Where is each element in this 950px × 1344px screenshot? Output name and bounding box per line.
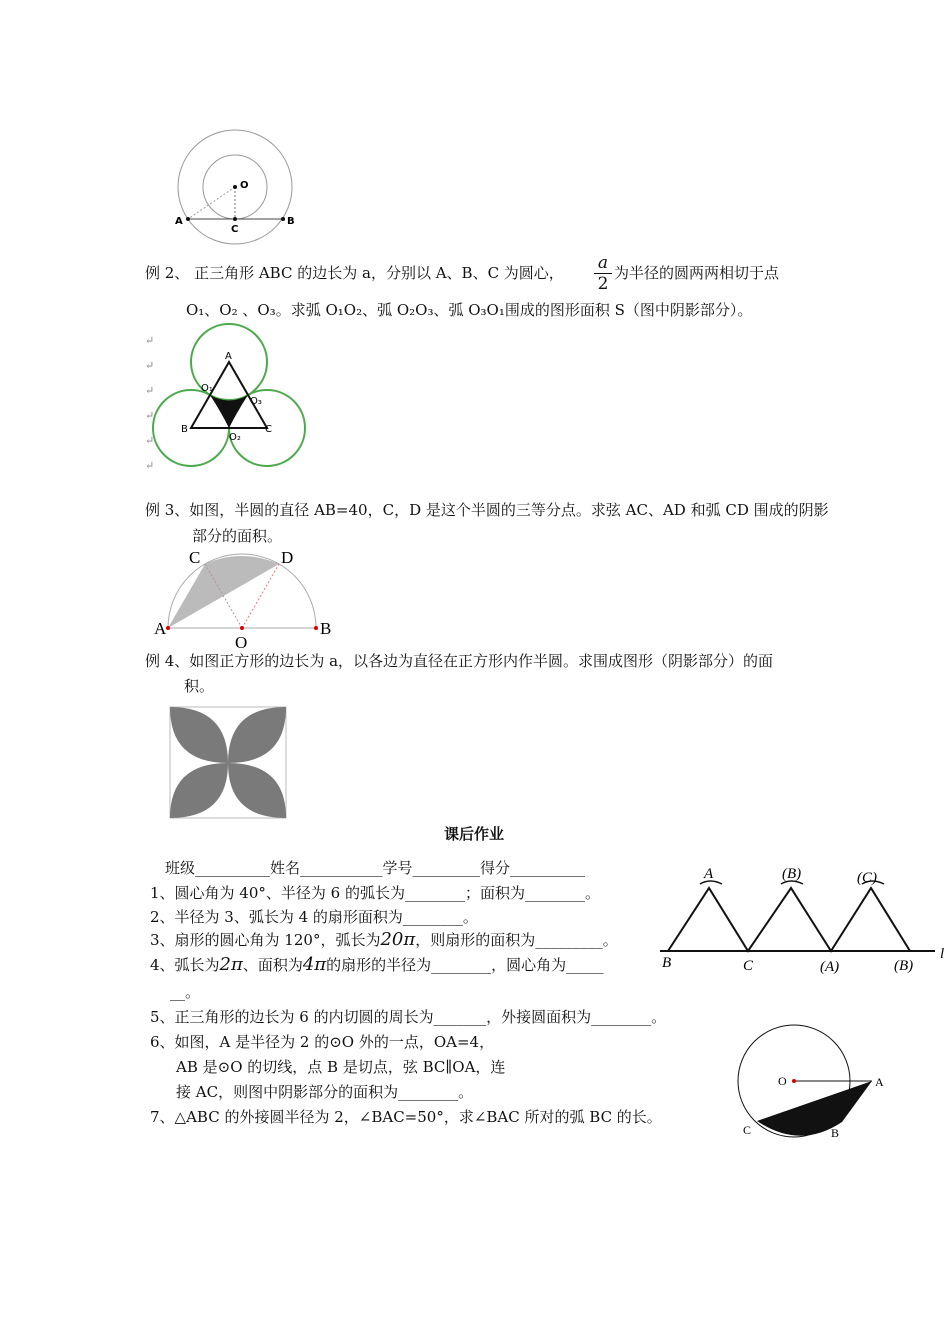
label-c: C [189,548,201,567]
question-5: 5、正三角形的边长为 6 的内切圆的周长为_______，外接圆面积为________。 [150,1008,667,1026]
label-b: B [831,1126,840,1140]
label-a: A [875,1075,884,1089]
label-a: A [175,216,183,227]
question-6-line3: 接 AC，则图中阴影部分的面积为________。 [176,1083,474,1101]
label-a: A [225,351,232,362]
example3-line2: 部分的面积。 [192,527,283,545]
label-c: C [231,224,239,235]
label-b: B [181,424,188,435]
return-mark: ↵ [145,384,155,397]
example2-line1-prefix: 例 2、 正三角形 ABC 的边长为 a，分别以 A、B、C 为圆心， [145,264,564,282]
fraction-denominator: 2 [597,274,609,294]
homework-title: 课后作业 [444,825,505,843]
return-mark: ↵ [145,409,155,422]
example3-line1: 例 3、如图，半圆的直径 AB=40，C，D 是这个半圆的三等分点。求弦 AC、AD 和弧 CD 围成的阴影 [145,501,829,519]
label-b2-bottom: (B) [894,958,914,974]
point-o [792,1079,796,1083]
question-7: 7、△ABC 的外接圆半径为 2，∠BAC=50°，求∠BAC 所对的弧 BC 的长。 [150,1108,662,1126]
return-mark: ↵ [145,334,155,347]
label-c-top: (C) [857,870,877,886]
question-3-part2: ，则扇形的面积为_________。 [415,931,618,949]
example2-line1-suffix: 为半径的圆两两相切于点 [614,264,780,282]
label-b: B [320,619,332,638]
math-2pi: 2π [219,954,243,975]
question-1: 1、圆心角为 40°、半径为 6 的弧长为________；面积为________。 [150,884,600,902]
example2-line2: O₁、O₂ 、O₃。求弧 O₁O₂、弧 O₂O₃、弧 O₃O₁围成的图形面积 S（图中阴影部分）。 [186,301,753,319]
math-20pi: 20π [380,929,416,950]
label-l: l [940,946,945,962]
label-o: O [235,633,248,652]
question-6-line1: 6、如图，A 是半径为 2 的⊙O 外的一点，OA=4， [150,1033,495,1051]
fraction-numerator: a [597,253,609,273]
label-a: A [154,619,167,638]
question-4-continued: __。 [170,983,201,1001]
label-b-top: (B) [782,866,802,882]
example4-line2: 积。 [184,677,215,695]
return-mark: ↵ [145,359,155,372]
question-3-part1: 3、扇形的圆心角为 120°，弧长为 [150,931,381,949]
label-o1: O₁ [201,383,213,394]
question-4-part3: 的扇形的半径为________，圆心角为_____ [326,956,604,974]
example4-line1: 例 4、如图正方形的边长为 a，以各边为直径在正方形内作半圆。求围成图形（阴影部分）的面 [145,652,774,670]
label-b: B [287,216,295,227]
question-2: 2、半径为 3、弧长为 4 的扇形面积为________。 [150,908,478,926]
label-o2: O₂ [229,432,241,443]
homework-header: 班级__________姓名___________学号_________得分__________ [165,859,586,877]
label-a-top: A [704,866,714,882]
question-6-line2: AB 是⊙O 的切线，点 B 是切点，弦 BC∥OA，连 [176,1058,506,1076]
label-d: D [281,548,294,567]
label-c-bottom: C [743,958,754,974]
label-o3: O₃ [250,396,262,407]
math-4pi: 4π [302,954,327,975]
label-a-bottom: (A) [820,959,840,975]
shaded-region [757,1081,872,1136]
label-c: C [743,1123,752,1137]
question-4-part2: 、面积为 [242,956,303,974]
return-mark: ↵ [145,434,155,447]
label-o: O [240,180,249,191]
label-o: O [778,1074,787,1088]
return-mark: ↵ [145,459,155,472]
label-b-bottom: B [662,955,672,971]
question-4-part1: 4、弧长为 [150,956,220,974]
label-c: C [265,424,272,435]
